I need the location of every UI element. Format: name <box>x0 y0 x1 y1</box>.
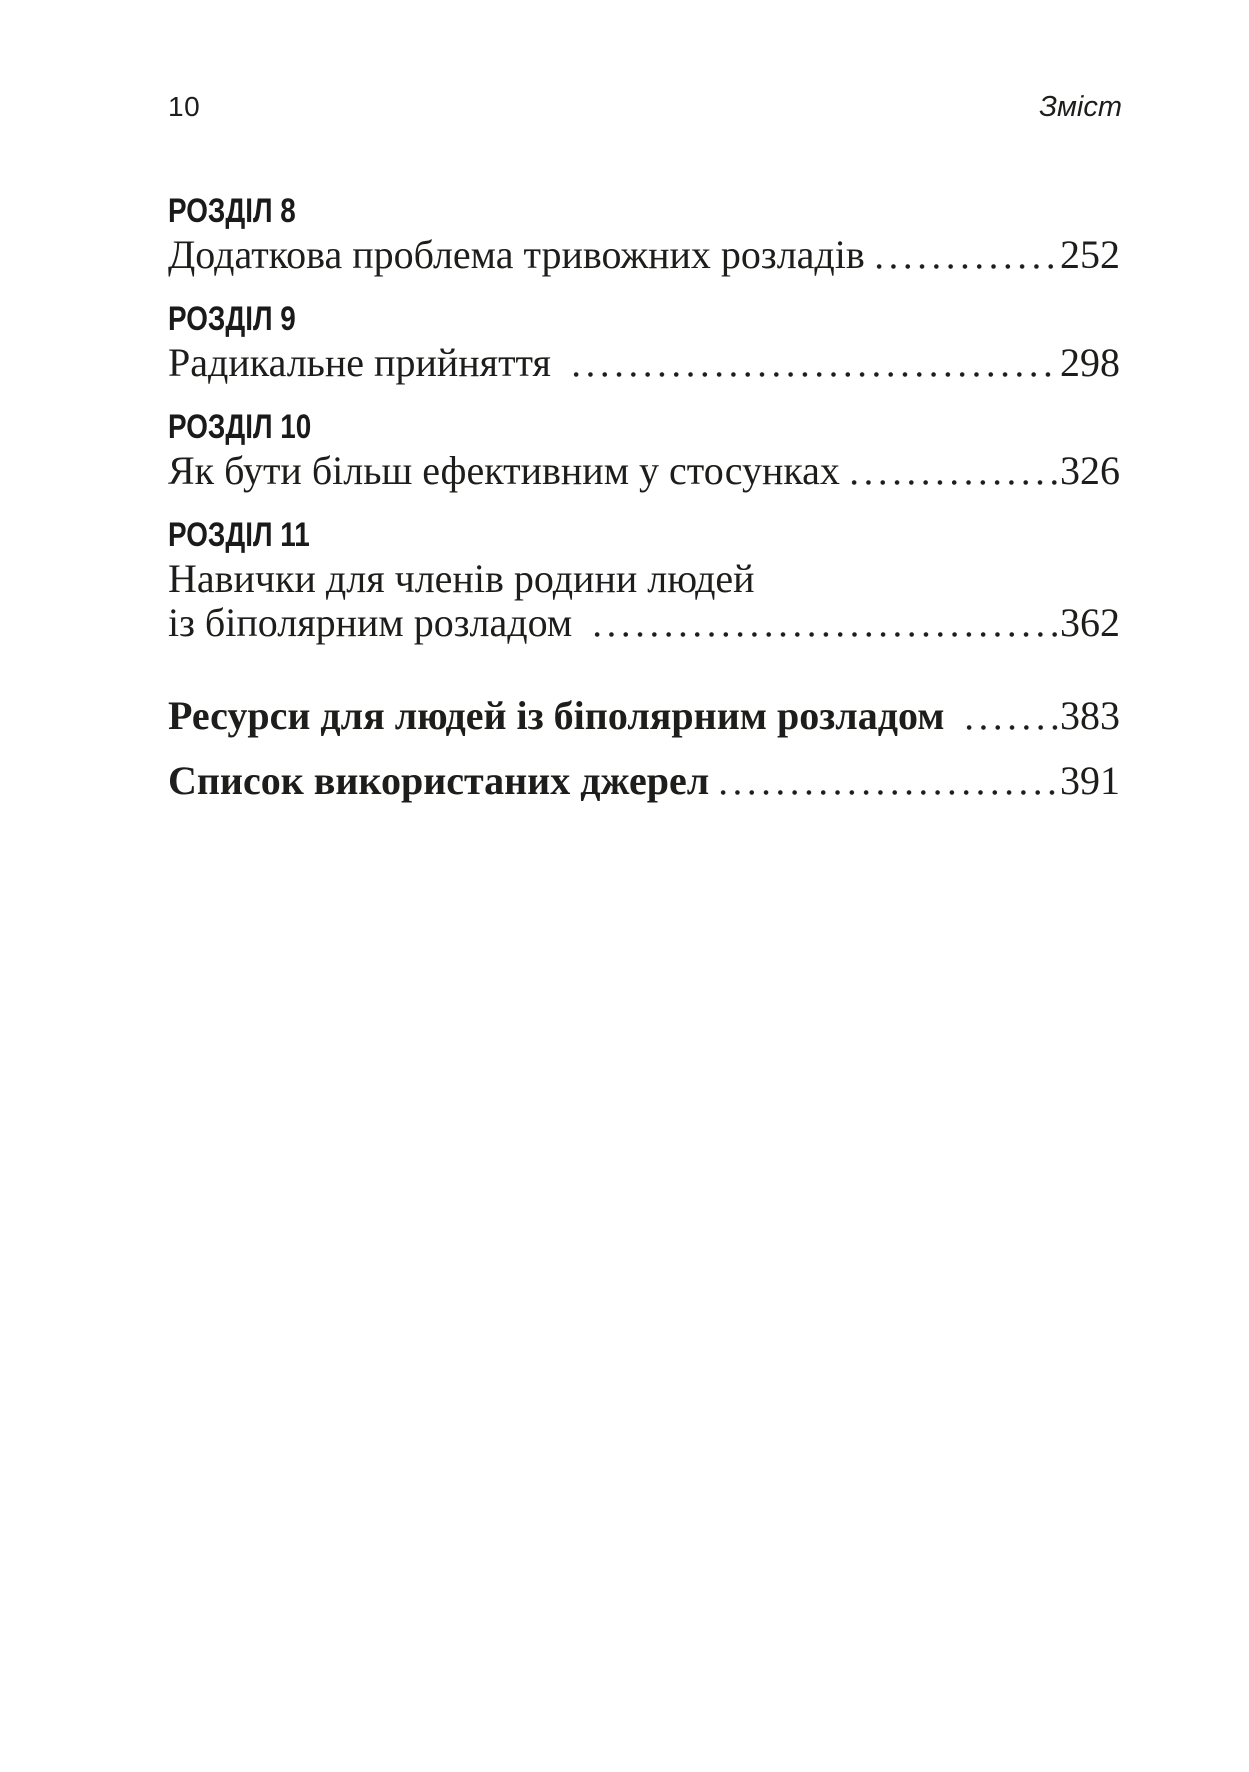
chapter-label: РОЗДІЛ 8 <box>168 192 296 230</box>
running-head <box>168 92 1122 122</box>
toc-entry-resources <box>168 694 1120 738</box>
backmatter-title: Список використаних джерел <box>168 758 710 803</box>
dot-leader <box>843 449 1059 493</box>
dot-leader <box>868 233 1059 277</box>
dot-leader <box>586 601 1059 645</box>
toc-entry-chapter-9 <box>168 297 1120 385</box>
dot-leader <box>712 759 1059 803</box>
chapter-title: Радикальне прийняття <box>168 340 551 385</box>
toc-entry-chapter-11 <box>168 513 1120 645</box>
chapter-title-line-1: Навички для членів родини людей <box>168 556 755 601</box>
backmatter-title: Ресурси для людей із біполярним розладом <box>168 693 945 738</box>
toc-entry-chapter-10 <box>168 405 1120 493</box>
backmatter-page-number: 391 <box>1060 758 1120 803</box>
toc-row <box>168 233 1120 277</box>
chapter-label: РОЗДІЛ 11 <box>168 516 310 554</box>
backmatter-page-number: 383 <box>1060 693 1120 738</box>
toc-entry-chapter-8 <box>168 189 1120 277</box>
toc-entry-references <box>168 759 1120 803</box>
chapter-page-number: 252 <box>1060 232 1120 277</box>
dot-leader <box>958 694 1059 738</box>
running-title: Зміст <box>1039 91 1122 123</box>
chapter-title-line-2: із біполярним розладом <box>168 600 573 645</box>
chapter-title: Як бути більш ефективним у стосунках <box>168 448 840 493</box>
toc-row <box>168 341 1120 385</box>
chapter-page-number: 298 <box>1060 340 1120 385</box>
toc-row <box>168 449 1120 493</box>
chapter-page-number: 326 <box>1060 448 1120 493</box>
chapter-label: РОЗДІЛ 9 <box>168 300 296 338</box>
dot-leader <box>565 341 1059 385</box>
toc-list <box>168 189 1120 803</box>
chapter-label: РОЗДІЛ 10 <box>168 408 312 446</box>
toc-row <box>168 601 1120 645</box>
chapter-page-number: 362 <box>1060 600 1120 645</box>
page-number: 10 <box>168 91 201 122</box>
chapter-title: Додаткова проблема тривожних розладів <box>168 232 865 277</box>
